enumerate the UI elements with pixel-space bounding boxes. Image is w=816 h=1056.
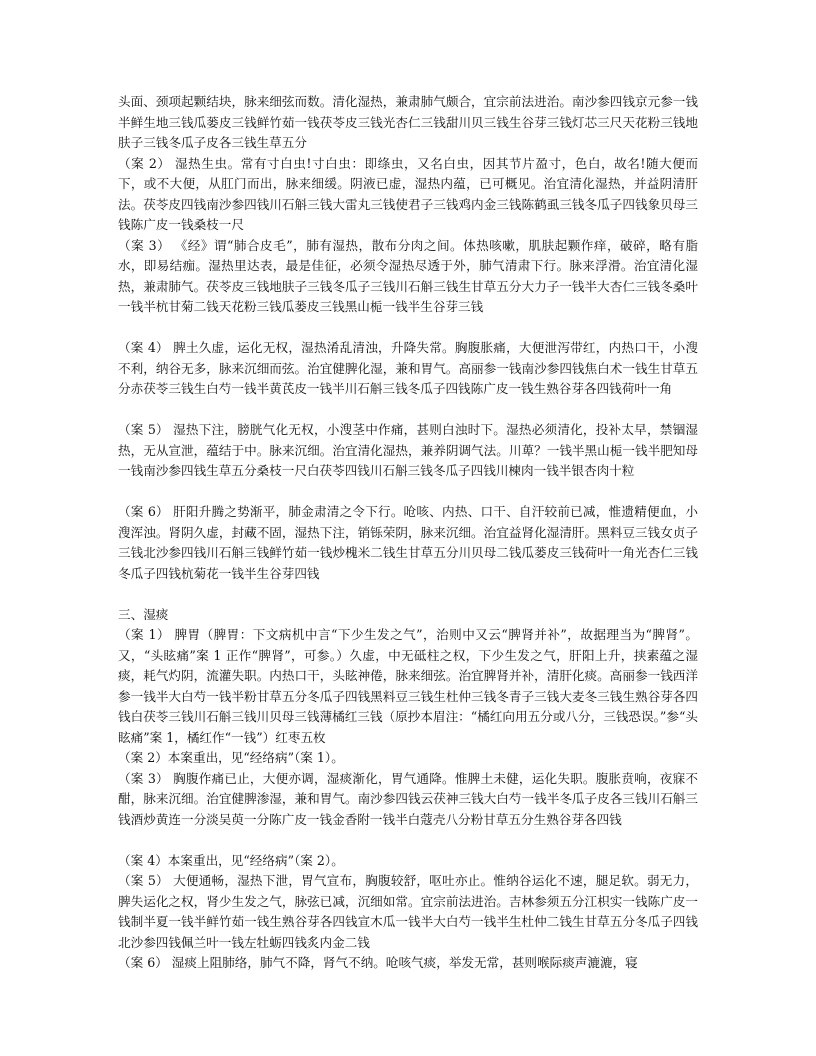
paragraph-phlegm-case-2: （案 2）本案重出，见“经络病”（案 1）。: [118, 750, 344, 765]
paragraph-phlegm-case-6: （案 6） 湿痰上阻肺络，肺气不降，肾气不纳。呛咳气痰，举发无常，甚则喉际痰声漉漉，寝: [118, 955, 638, 970]
paragraph-case-6-liver: （案 6） 肝阳升腾之势渐平，肺金肃清之令下行。呛咳、内热、口干、自汗较前已减，惟遗精便血，小溲浑浊。肾阴久虚，封藏不固，湿热下注，销铄荣阴，脉来沉细。治宜益肾化湿清肝。黑料豆三钱女贞子三钱北沙参四钱川石斛三钱鲜竹茹一钱炒槐米二钱生甘草五分川贝母二钱瓜蒌皮三钱荷叶一角光杏仁三钱冬瓜子四钱杭菊花一钱半生谷芽四钱: [118, 504, 698, 581]
paragraph-phlegm-case-1: （案 1） 脾胃（脾胃：下文病机中言“下少生发之气”，治则中又云“脾肾并补”，故据理当为“脾肾”。又，“头眩痛”案 1 正作“脾肾”，可参。）久虚，中无砥柱之权，下少生发之气，肝阳上升，挟素蕴之湿痰，耗气灼阴，流灌失职。内热口干，头眩神倦，脉来细弦。治宜脾肾并补，清肝化痰。高丽参一钱西洋参一钱半大白芍一钱半粉甘草五分冬瓜子四钱黑料豆三钱生杜仲三钱冬青子三钱大麦冬三钱生熟谷芽各四钱白茯苓三钱川石斛三钱川贝母三钱薄橘红三钱（原抄本眉注：“橘红向用五分或八分，三钱恐误。”参“头眩痛”案 1，橘红作“一钱”）红枣五枚: [118, 627, 698, 745]
paragraph-phlegm-case-4: （案 4）本案重出，见“经络病”（案 2）。: [118, 852, 344, 868]
paragraph-phlegm-case-5: （案 5） 大便通畅，湿热下泄，胃气宣布，胸腹较舒，呕吐亦止。惟纳谷运化不速，腿足软。弱无力，脾失运化之权，肾少生发之气，脉弦已减，沉细如常。宜宗前法进治。吉林参须五分江枳实一钱陈广皮一钱制半夏一钱半鲜竹茹一钱生熟谷芽各四钱宣木瓜一钱半大白芍一钱半生杜仲二钱生甘草五分冬瓜子四钱北沙参四钱佩兰叶一钱左牡蛎四钱炙内金二钱: [118, 873, 698, 950]
section-heading-damp-phlegm: 三、湿痰: [118, 606, 169, 622]
paragraph-case-5-bladder: （案 5） 湿热下注，膀胱气化无权，小溲茎中作痛，甚则白浊时下。湿热必须清化，投补太早，禁锢湿热，无从宣泄，蕴结于中。脉来沉细。治宜清化湿热，兼养阴调气法。川萆？一钱半黑山栀一钱半肥知母一钱南沙参四钱生草五分桑枝一尺白茯苓四钱川石斛三钱冬瓜子四钱川楝肉一钱半银杏肉十粒: [118, 422, 698, 478]
paragraph-case-4-spleen: （案 4） 脾土久虚，运化无权，湿热淆乱清浊，升降失常。胸腹胀痛，大便泄泻带红，内热口干，小溲不利，纳谷无多，脉来沉细而弦。治宜健脾化湿，兼和胃气。高丽参一钱南沙参四钱焦白术一钱生甘草五分赤茯苓三钱生白芍一钱半黄芪皮一钱半川石斛三钱冬瓜子四钱陈广皮一钱生熟谷芽各四钱荷叶一角: [118, 340, 698, 396]
document-page: [118, 92, 698, 974]
paragraph-continuation: 头面、颈项起颗结块，脉来细弦而数。清化湿热，兼肃肺气颇合，宜宗前法进治。南沙参四钱京元参一钱半鲜生地三钱瓜蒌皮三钱鲜竹茹一钱茯苓皮三钱光杏仁三钱甜川贝三钱生谷芽三钱灯芯三尺天花粉三钱地肤子三钱冬瓜子皮各三钱生草五分: [118, 94, 698, 150]
paragraph-case-2-parasites: （案 2） 湿热生虫。常有寸白虫!寸白虫：即绦虫，又名白虫，因其节片盈寸，色白，故名!随大便而下，或不大便，从肛门而出，脉来细缓。阴液已虚，湿热内蕴，已可概见。治宜清化湿热，并益阴清肝法。茯苓皮四钱南沙参四钱川石斛三钱大雷丸三钱使君子三钱鸡内金三钱陈鹤虱三钱冬瓜子四钱象贝母三钱陈广皮一钱桑枝一尺: [118, 155, 698, 232]
paragraph-phlegm-case-3: （案 3） 胸腹作痛已止，大便亦调，湿痰渐化，胃气通降。惟脾土未健，运化失职。腹胀贲响，夜寐不酣，脉来沉细。治宜健脾渗湿，兼和胃气。南沙参四钱云茯神三钱大白芍一钱半冬瓜子皮各三钱川石斛三钱酒炒黄连一分淡吴萸一分陈广皮一钱金香附一钱半白蔻壳八分粉甘草五分生熟谷芽各四钱: [118, 770, 698, 827]
paragraph-case-3-skin: （案 3） 《经》谓“肺合皮毛”，肺有湿热，散布分肉之间。体热咳嗽，肌肤起颗作痒，破碎，略有脂水，即易结痂。湿热里达表，最是佳征，必须令湿热尽透于外，肺气清肃下行。脉来浮滑。治宜清化湿热，兼肃肺气。茯苓皮三钱地肤子三钱冬瓜子三钱川石斛三钱生甘草五分大力子一钱半大杏仁三钱冬桑叶一钱半杭甘菊二钱天花粉三钱瓜蒌皮三钱黑山栀一钱半生谷芽三钱: [118, 237, 698, 314]
